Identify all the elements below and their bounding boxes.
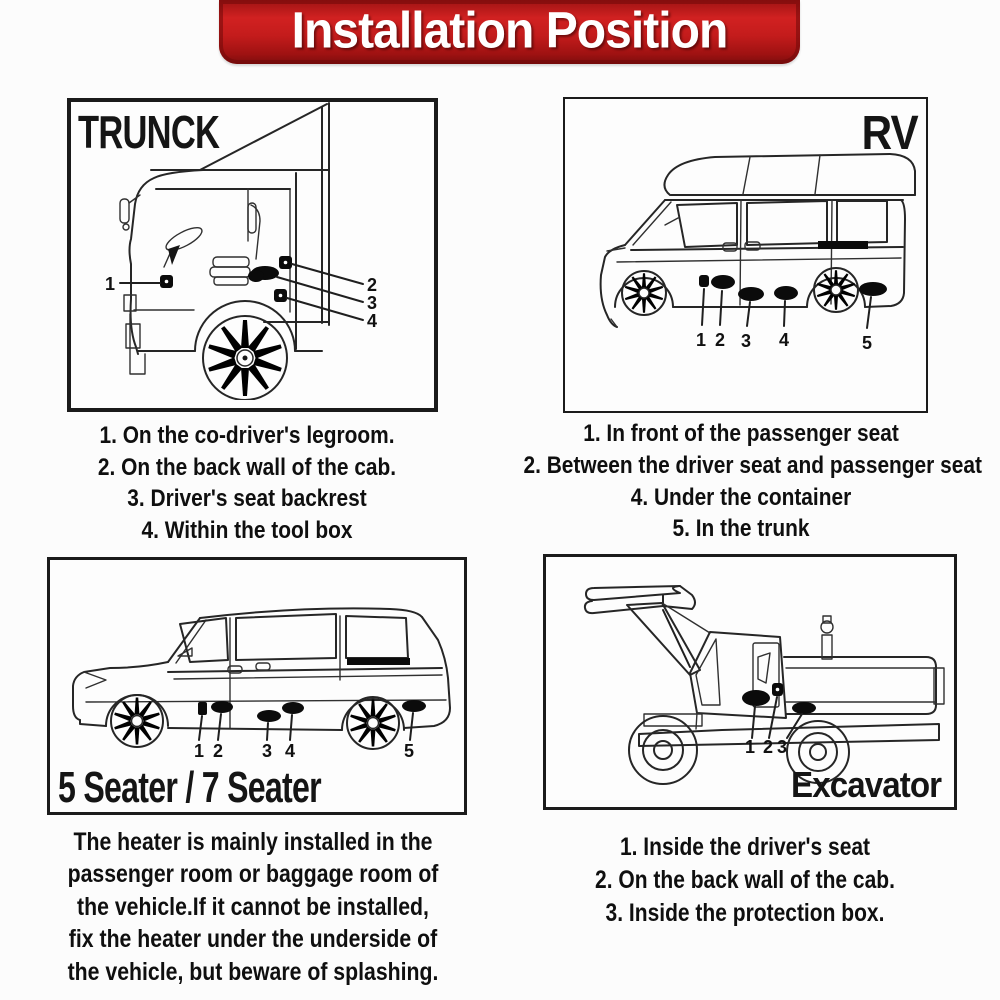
seater-note-line-2: passenger room or baggage room of <box>67 860 439 889</box>
excavator-marker-2: 2 <box>763 737 774 757</box>
excavator-note-1: 1. Inside the driver's seat <box>619 833 871 861</box>
seater-notes <box>28 826 478 988</box>
seater-note-line-4: fix the heater under the underside of <box>68 925 438 954</box>
rv-panel-label: RV <box>861 107 918 160</box>
panel-truck <box>67 98 438 412</box>
seater-note-line-3: the vehicle.If it cannot be installed, <box>77 892 429 921</box>
seater-wheel-front <box>111 695 163 747</box>
truck-note-4: 4. Within the tool box <box>141 516 353 544</box>
seater-note-line-1: The heater is mainly installed in the <box>73 828 433 856</box>
rv-marker-1: 1 <box>696 330 707 350</box>
rv-wheel-rear <box>814 268 858 312</box>
truck-note-2: 2. On the back wall of the cab. <box>97 453 397 481</box>
rv-marker-4: 4 <box>779 330 790 350</box>
truck-heater-markers <box>160 256 292 302</box>
truck-marker-2: 2 <box>367 275 378 295</box>
page-title: Installation Position <box>291 2 728 60</box>
truck-marker-1: 1 <box>105 274 116 294</box>
panel-rv <box>563 97 928 413</box>
seater-wheel-rear <box>347 697 399 749</box>
seater-marker-3: 3 <box>262 741 273 761</box>
excavator-panel-label: Excavator <box>790 764 941 805</box>
panel-excavator <box>543 554 957 810</box>
rv-side-stripe <box>818 241 868 249</box>
title-banner <box>219 0 800 64</box>
seater-marker-1: 1 <box>194 741 205 761</box>
rv-marker-2: 2 <box>715 330 726 350</box>
excavator-note-3: 3. Inside the protection box. <box>605 899 885 927</box>
rv-notes <box>491 418 991 545</box>
seater-side-stripe <box>347 658 410 665</box>
truck-marker-3: 3 <box>367 293 378 313</box>
truck-panel-label: TRUNCK <box>78 106 220 158</box>
rv-note-2: 2. Between the driver seat and passenger seat <box>523 451 982 479</box>
seater-marker-2: 2 <box>213 741 224 761</box>
panel-seater <box>47 557 467 815</box>
truck-note-3: 3. Driver's seat backrest <box>127 485 367 512</box>
rv-marker-3: 3 <box>741 331 752 351</box>
seater-note-line-5: the vehicle, but beware of splashing. <box>67 957 439 986</box>
truck-marker-4: 4 <box>367 311 378 331</box>
excavator-marker-1: 1 <box>745 737 756 757</box>
excavator-notes <box>535 831 955 930</box>
truck-mirror <box>120 199 129 223</box>
truck-note-1: 1. On the co-driver's legroom. <box>99 422 395 449</box>
truck-notes <box>27 420 467 546</box>
rv-note-1: 1. In front of the passenger seat <box>583 420 899 447</box>
rv-wheel-front <box>622 271 666 315</box>
seater-marker-5: 5 <box>404 741 415 761</box>
seater-panel-label: 5 Seater / 7 Seater <box>58 763 321 812</box>
excavator-note-2: 2. On the back wall of the cab. <box>595 866 895 894</box>
rv-note-4: 4. Under the container <box>630 483 852 511</box>
rv-note-5: 5. In the trunk <box>672 515 810 543</box>
excavator-marker-3: 3 <box>777 737 788 757</box>
seater-marker-4: 4 <box>285 741 296 761</box>
truck-wheel <box>203 316 287 400</box>
rv-marker-5: 5 <box>862 333 873 353</box>
seater-heater-markers <box>198 700 426 722</box>
